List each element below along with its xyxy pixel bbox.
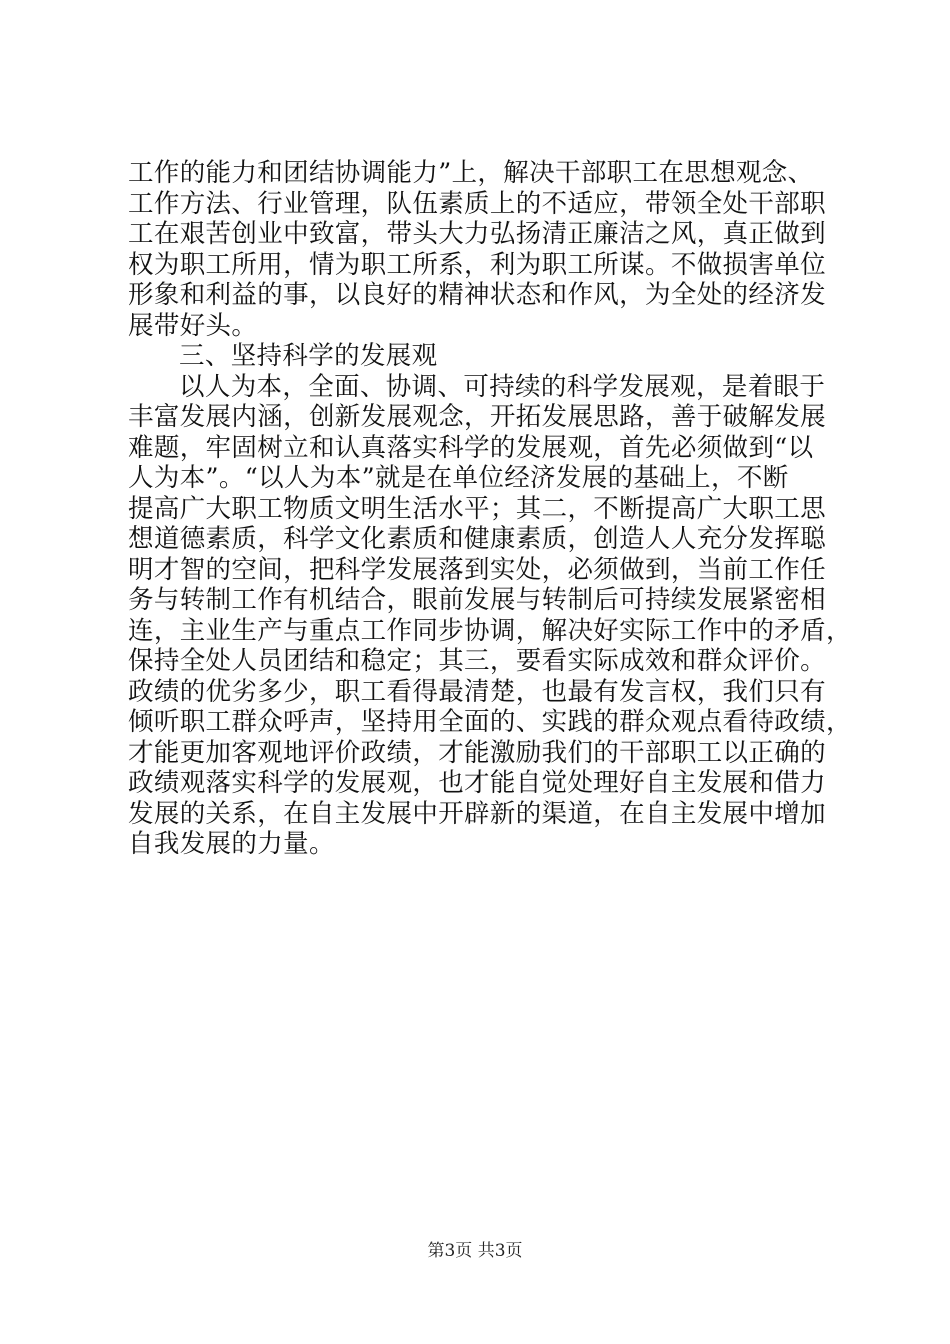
paragraph-1	[128, 158, 838, 341]
paragraph-line: 保持全处人员团结和稳定；其三，要看实际成效和群众评价。	[128, 646, 826, 676]
paragraph-line: 展带好头。	[128, 310, 258, 341]
paragraph-line: 发展的关系，在自主发展中开辟新的渠道，在自主发展中增加	[128, 798, 826, 829]
paragraph-line: 连，主业生产与重点工作同步协调，解决好实际工作中的矛盾，	[128, 615, 852, 646]
document-body	[128, 158, 852, 860]
page-number-footer: 第3页 共3页	[427, 1241, 523, 1261]
paragraph-line: 人为本”。“以人为本”就是在单位经济发展的基础上，不断	[128, 463, 789, 493]
paragraph-line: 形象和利益的事，以良好的精神状态和作风，为全处的经济发	[128, 280, 826, 310]
paragraph-line: 才能更加客观地评价政绩，才能激励我们的干部职工以正确的	[128, 737, 826, 768]
paragraph-2	[128, 371, 852, 860]
paragraph-line: 政绩的优劣多少，职工看得最清楚，也最有发言权，我们只有	[128, 676, 826, 707]
paragraph-line: 以人为本，全面、协调、可持续的科学发展观，是着眼于	[179, 371, 826, 402]
section-heading: 三、坚持科学的发展观	[179, 341, 438, 371]
paragraph-line: 工在艰苦创业中致富，带头大力弘扬清正廉洁之风，真正做到	[128, 219, 826, 249]
paragraph-line: 工作的能力和团结协调能力”上，解决干部职工在思想观念、	[128, 158, 814, 188]
paragraph-line: 权为职工所用，情为职工所系，利为职工所谋。不做损害单位	[128, 249, 826, 280]
paragraph-line: 明才智的空间，把科学发展落到实处，必须做到，当前工作任	[128, 554, 826, 585]
paragraph-line: 提高广大职工物质文明生活水平；其二，不断提高广大职工思	[128, 493, 826, 524]
paragraph-line: 倾听职工群众呼声，坚持用全面的、实践的群众观点看待政绩，	[128, 707, 852, 737]
paragraph-line: 难题，牢固树立和认真落实科学的发展观，首先必须做到“以	[128, 432, 814, 463]
paragraph-line: 自我发展的力量。	[128, 829, 335, 859]
paragraph-line: 工作方法、行业管理，队伍素质上的不适应，带领全处干部职	[128, 188, 826, 219]
paragraph-line: 务与转制工作有机结合，眼前发展与转制后可持续发展紧密相	[128, 585, 826, 615]
paragraph-line: 政绩观落实科学的发展观，也才能自觉处理好自主发展和借力	[128, 768, 826, 798]
paragraph-line: 想道德素质，科学文化素质和健康素质，创造人人充分发挥聪	[128, 524, 826, 554]
paragraph-line: 丰富发展内涵，创新发展观念，开拓发展思路，善于破解发展	[128, 402, 826, 432]
